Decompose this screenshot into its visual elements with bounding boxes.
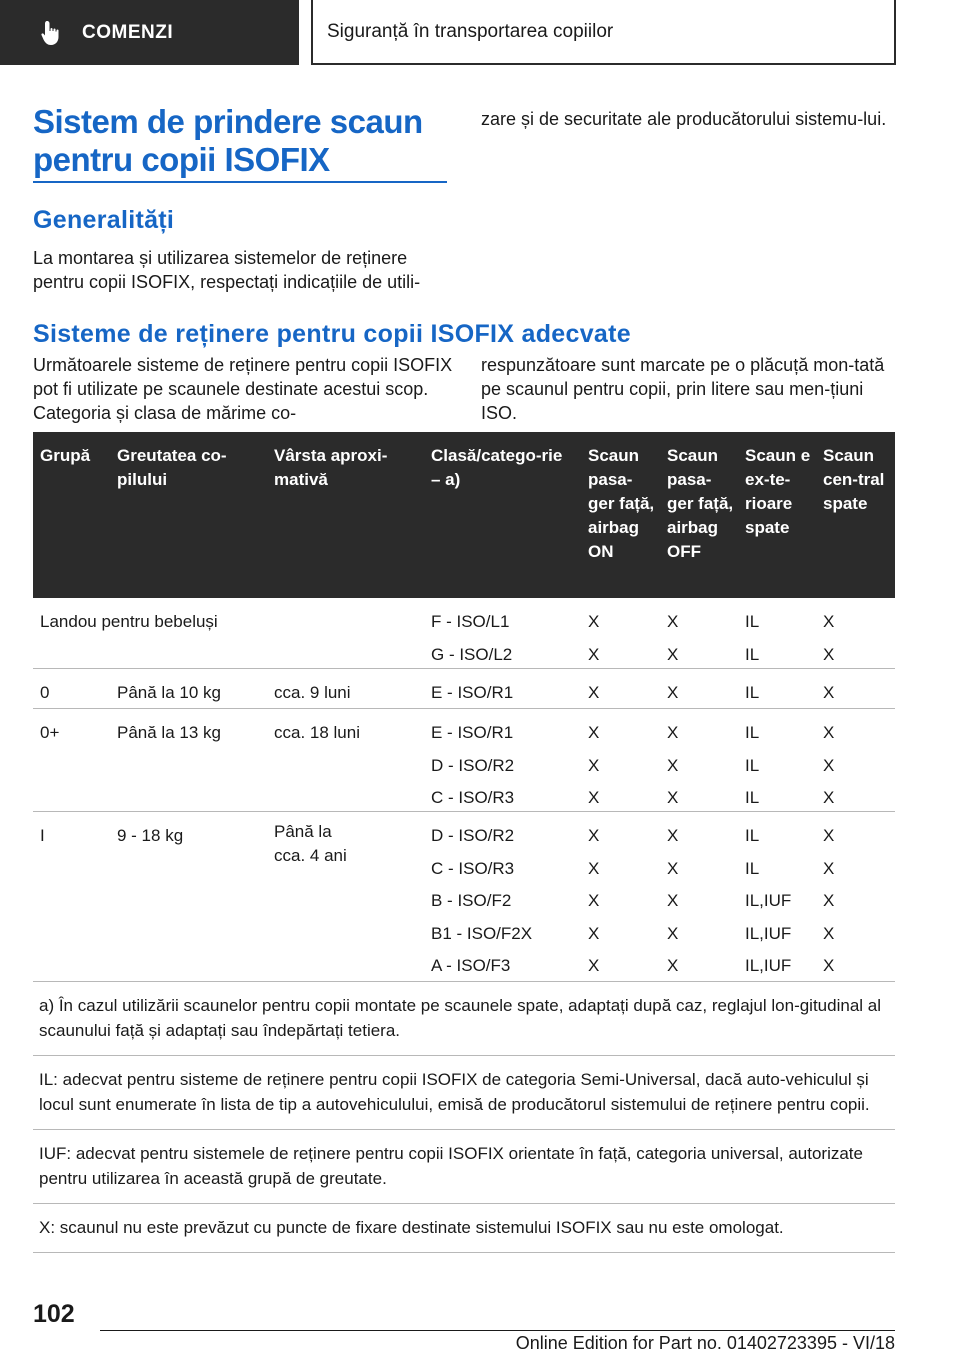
cell-group: 0 xyxy=(40,683,50,702)
cell-central: X X X X X xyxy=(823,826,835,975)
page-number: 102 xyxy=(33,1300,75,1328)
cell-group: Landou pentru bebeluși xyxy=(40,612,218,631)
table-row xyxy=(33,669,895,709)
col-header-central: Scaun cen-tral spate xyxy=(823,446,885,513)
cell-group: I xyxy=(40,826,45,845)
table-row xyxy=(33,598,895,669)
cell-category: D - ISO/R2 C - ISO/R3 B - ISO/F2 B1 - ISO/F2X A - ISO/F3 xyxy=(431,826,533,975)
chapter-header xyxy=(311,0,896,65)
col-header-exterioare: Scaun e ex-te-rioare spate xyxy=(745,446,811,537)
page-title: Sistem de prindere scaun pentru copii ISOFIX xyxy=(33,103,423,178)
cell-group: 0+ xyxy=(40,723,60,742)
col-header-grupa: Grupă xyxy=(40,446,91,465)
cell-category: F - ISO/L1 G - ISO/L2 xyxy=(431,612,513,664)
isofix-table xyxy=(33,432,895,1253)
cell-exterior: IL IL IL,IUF IL,IUF IL,IUF xyxy=(745,826,792,975)
cell-airbag-on: X X xyxy=(588,612,600,664)
adecvate-text-left: Următoarele sisteme de reținere pentru copii ISOFIX pot fi utilizate pe scaunele destinate acestui scop. Categoria și clasa de mărime co- xyxy=(33,355,453,423)
footer-rule xyxy=(100,1330,895,1331)
cell-airbag-off: X xyxy=(667,683,679,702)
col-header-varsta: Vârsta aproxi-mativă xyxy=(274,446,388,489)
chapter-title: Siguranță în transportarea copiilor xyxy=(327,20,614,42)
cell-category: E - ISO/R1 D - ISO/R2 C - ISO/R3 xyxy=(431,723,515,807)
cell-airbag-on: X X X xyxy=(588,723,600,807)
table-note-x: X: scaunul nu este prevăzut cu puncte de fixare destinate sistemului ISOFIX sau nu este omologat. xyxy=(33,1204,895,1253)
col-header-airbag-off: Scaun pasa-ger față, airbag OFF xyxy=(667,446,734,561)
cell-age: cca. 9 luni xyxy=(274,683,351,702)
col-header-greutate: Greutatea co-pilului xyxy=(117,446,227,489)
cell-weight: Până la 10 kg xyxy=(117,683,221,702)
table-note-il: IL: adecvat pentru sisteme de reținere pentru copii ISOFIX de categoria Semi-Universal, dacă auto-vehiculul și locul sunt enumerate în lista de tip a autovehiculului, emisă de producătorul sistemului de reținere pentru copii. xyxy=(33,1056,895,1130)
footer-edition: Online Edition for Part no. 01402723395 - VI/18 xyxy=(515,1333,895,1353)
title-underline xyxy=(33,181,447,183)
cell-airbag-off: X X X xyxy=(667,723,679,807)
cell-airbag-off: X X X X X xyxy=(667,826,679,975)
cell-age: cca. 18 luni xyxy=(274,723,360,742)
col-header-clasa: Clasă/catego-rie – a) xyxy=(431,446,563,489)
cell-category: E - ISO/R1 xyxy=(431,683,514,702)
cell-central: X X xyxy=(823,612,835,664)
table-row xyxy=(33,812,895,982)
table-note-a: a) În cazul utilizării scaunelor pentru copii montate pe scaunele spate, adaptați după caz, reglajul lon-gitudinal al scaunului față și adaptați sau îndepărtați tetiera. xyxy=(33,982,895,1056)
cell-central: X X X xyxy=(823,723,835,807)
heading-generalitati: Generalități xyxy=(33,206,175,234)
section-tab[interactable] xyxy=(0,0,299,65)
hand-pointer-icon xyxy=(36,18,66,48)
cell-exterior: IL xyxy=(745,683,760,702)
cell-airbag-on: X X X X X xyxy=(588,826,600,975)
heading-adecvate: Sisteme de reținere pentru copii ISOFIX adecvate xyxy=(33,320,631,348)
table-note-iuf: IUF: adecvat pentru sistemele de reținere pentru copii ISOFIX orientate în față, categoria universal, autorizate pentru utilizarea în această grupă de greutate. xyxy=(33,1130,895,1204)
adecvate-text-right: respunzătoare sunt marcate pe o plăcuță mon-tată pe scaunul pentru copii, prin litere sau men-țiuni ISO. xyxy=(481,355,885,423)
intro-continuation-text: zare și de securitate ale producătorului sistemu-lui. xyxy=(481,109,887,129)
cell-central: X xyxy=(823,683,835,702)
table-row xyxy=(33,709,895,812)
cell-exterior: IL IL IL xyxy=(745,723,760,807)
table-header xyxy=(33,432,895,598)
cell-airbag-off: X X xyxy=(667,612,679,664)
cell-exterior: IL IL xyxy=(745,612,760,664)
cell-weight: Până la 13 kg xyxy=(117,723,221,742)
cell-age: Până la cca. 4 ani xyxy=(274,822,347,865)
generalitati-text: La montarea și utilizarea sistemelor de reținere pentru copii ISOFIX, respectați indicațiile de utili- xyxy=(33,248,421,292)
col-header-airbag-on: Scaun pasa-ger față, airbag ON xyxy=(588,446,655,561)
section-label: COMENZI xyxy=(82,21,174,43)
cell-airbag-on: X xyxy=(588,683,600,702)
cell-weight: 9 - 18 kg xyxy=(117,826,184,845)
